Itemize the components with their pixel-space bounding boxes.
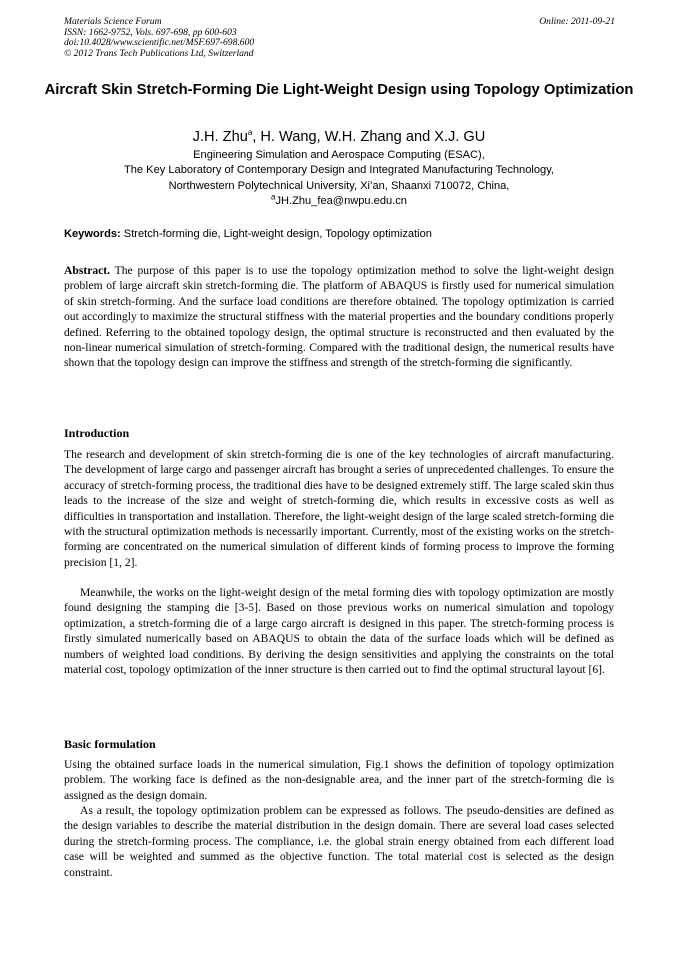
introduction-heading: Introduction	[64, 426, 130, 440]
issn-line: ISSN: 1662-9752, Vols. 697-698, pp 600-603	[64, 26, 237, 38]
keywords-text: Stretch-forming die, Light-weight design, Topology optimization	[120, 228, 432, 240]
basic-formulation-paragraph-2: As a result, the topology optimization problem can be expressed as follows. The pseudo-densities are defined as the design variables to describe the material distribution in the design domain. There are several load cases selected during the stretch-forming process. The compliance, i.e. the global strain energy obtained from each different load case will be weighted and summed as the objective function. The total material cost is selected as the design constraint.	[64, 804, 614, 879]
affiliation-block	[40, 148, 638, 210]
first-author: J.H. Zhu	[192, 129, 248, 145]
journal-name: Materials Science Forum	[64, 16, 162, 27]
keywords-label: Keywords:	[64, 228, 121, 240]
abstract-paragraph	[64, 263, 614, 371]
author-email	[40, 194, 638, 209]
author-list	[40, 129, 638, 146]
introduction-paragraph-1: The research and development of skin stretch-forming die is one of the key technologies of aircraft manufacturing. The development of large cargo and passenger aircraft has brought a series of unprecedented challenges. To ensure the accuracy of stretch-forming process, the traditional dies have to be designed extremely stiff. The large scaled skin thus leads to the increase of the size and weight of stretch-forming die, which results in excessive costs as well as difficulties in transportation and installation. Therefore, the light-weight design of the large scaled stretch-forming die with the structural optimization methods is necessarily important. Currently, most of the existing works on the stretch-forming are concentrated on the numerical simulation of different kinds of forming process to improve the forming precision [1, 2].	[64, 448, 614, 569]
copyright-line: © 2012 Trans Tech Publications Ltd, Switzerland	[64, 47, 254, 59]
doi-line: doi:10.4028/www.scientific.net/MSF.697-698.600	[64, 37, 255, 49]
affiliation-line-1: Engineering Simulation and Aerospace Computing (ESAC),	[193, 149, 485, 161]
abstract-text: The purpose of this paper is to use the topology optimization method to solve the light-weight design problem of large aircraft skin stretch-forming die. The platform of ABAQUS is firstly used for numerical simulation of skin stretch-forming. And the surface load conditions are therefore obtained. The topology optimization is carried out accordingly to maximize the structural stiffness with the material properties and the boundary conditions properly defined. Referring to the obtained topology design, the optimal structure is reconstructed and then evaluated by the non-linear numerical simulation of stretch-forming. Compared with the traditional design, the numerical results have shown that the topology design can improve the stiffness and strength of the stretch-forming die significantly.	[64, 264, 614, 370]
first-author-affil-mark: a	[247, 128, 253, 138]
email-text: JH.Zhu_fea@nwpu.edu.cn	[275, 195, 407, 208]
affiliation-line-2: The Key Laboratory of Contemporary Design and Integrated Manufacturing Technology,	[123, 164, 555, 177]
introduction-paragraph-2: Meanwhile, the works on the light-weight design of the metal forming dies with topology optimization are mostly found designing the stamping die [3-5]. Based on those previous works on numerical simulation and topology optimization, a stretch-forming die of a large cargo aircraft is designed in this paper. The stretch-forming process is firstly simulated numerically based on ABAQUS to obtain the data of the surface loads which will be defined as numbers of weighted load conditions. By deriving the design sensitivities and applying the constraints on the total material cost, topology optimization of the inner structure is then carried out to find the optimal structural layout [6].	[64, 586, 614, 677]
paper-title: Aircraft Skin Stretch-Forming Die Light-Weight Design using Topology Optimization	[44, 82, 634, 98]
email-affil-mark: a	[271, 192, 276, 202]
affiliation-line-3: Northwestern Polytechnical University, Xi’an, Shaanxi 710072, China,	[168, 179, 510, 192]
basic-formulation-paragraph-1: Using the obtained surface loads in the numerical simulation, Fig.1 shows the definition of topology optimization problem. The working face is defined as the non-designable area, and the inner part of the stretch-forming die is assigned as the design domain.	[64, 758, 614, 802]
keywords-line	[64, 227, 432, 241]
other-authors: , H. Wang, W.H. Zhang and X.J. GU	[252, 129, 486, 145]
journal-header	[64, 17, 254, 59]
basic-formulation-heading: Basic formulation	[64, 737, 156, 751]
online-date: Online: 2011-09-21	[539, 16, 615, 27]
abstract-label: Abstract.	[64, 264, 111, 277]
